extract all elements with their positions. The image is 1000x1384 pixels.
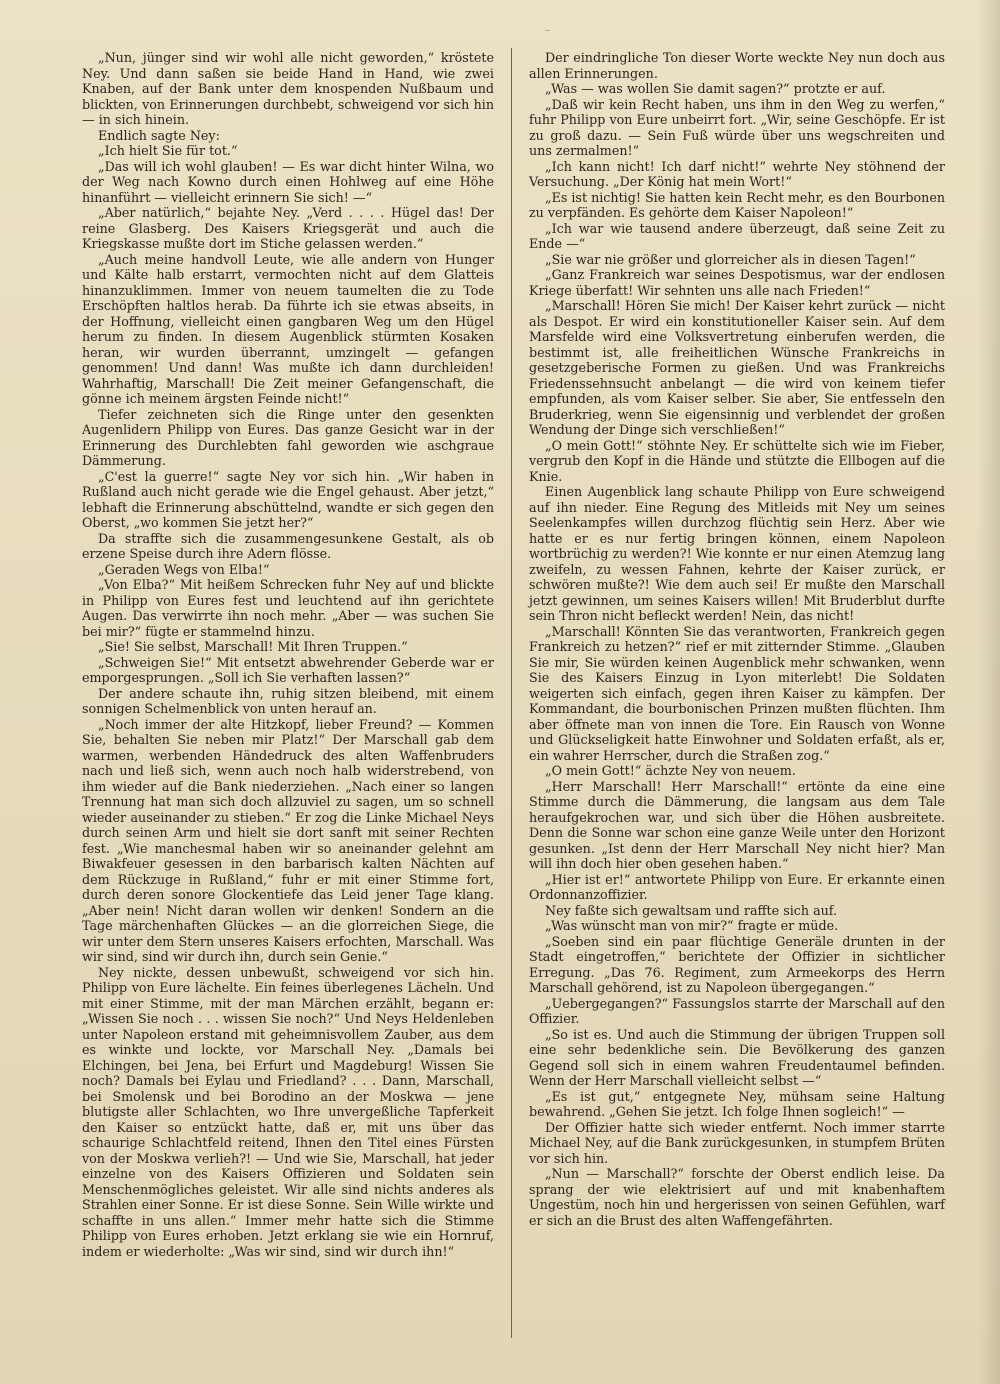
paragraph: Tiefer zeichneten sich die Ringe unter den gesenkten Augenlidern Philipp von Eures. Das ganze Gesicht war in der Erinnerung des Durchlebten fahl geworden wie aschgraue Dämmerung.	[82, 406, 494, 468]
column-divider	[511, 48, 512, 1338]
paragraph: „Noch immer der alte Hitzkopf, lieber Freund? — Kommen Sie, behalten Sie neben mir Platz!“ Der Marschall gab dem warmen, werbenden Händedruck des alten Waffenbruders nach und ließ sich, wenn auch noch halb widerstrebend, von ihm wieder auf die Bank niederziehen. „Nach einer so langen Trennung hat man sich doch allzuviel zu sagen, um so schnell wieder auseinander zu stieben.“ Er zog die Linke Michael Neys durch seinen Arm und hielt sie dort sanft mit seiner Rechten fest. „Wie manchesmal haben wir so aneinander gelehnt am Biwakfeuer gesessen in den barbarisch kalten Nächten auf dem Rückzuge in Rußland,“ fuhr er mit einer Stimme fort, durch deren sonore Glockentiefe das Leid jener Tage klang. „Aber nein! Nicht daran wollen wir denken! Sondern an die Tage märchenhaften Glückes — an die glorreichen Siege, die wir unter dem Stern unseres Kaisers erfochten, Marschall. Was wir sind, sind wir durch ihn, durch sein Genie.“	[82, 716, 494, 964]
paragraph: „Uebergegangen?“ Fassungslos starrte der Marschall auf den Offizier.	[529, 995, 945, 1026]
paragraph: Der andere schaute ihn, ruhig sitzen bleibend, mit einem sonnigen Schelmenblick von unten herauf an.	[82, 685, 494, 716]
paragraph: „Es ist gut,“ entgegnete Ney, mühsam seine Haltung bewahrend. „Gehen Sie jetzt. Ich folge Ihnen sogleich!“ —	[529, 1088, 945, 1119]
paragraph: „Ich war wie tausend andere überzeugt, daß seine Zeit zu Ende —“	[529, 220, 945, 251]
paragraph: „Was wünscht man von mir?“ fragte er müde.	[545, 918, 839, 933]
paragraph: „Nun — Marschall?“ forschte der Oberst endlich leise. Da sprang der wie elektrisiert auf und mit knabenhaftem Ungestüm, noch hin und hergerissen von seinen Gefühlen, warf er sich an die Brust des alten Waffengefährten.	[529, 1166, 945, 1228]
paragraph: „Von Elba?“ Mit heißem Schrecken fuhr Ney auf und blickte in Philipp von Eures fest und leuchtend auf ihn gerichtete Augen. Das verwirrte ihn noch mehr. „Aber — was suchen Sie bei mir?“ fügte er stammelnd hinzu.	[82, 577, 494, 639]
paragraph: Der Offizier hatte sich wieder entfernt. Noch immer starrte Michael Ney, auf die Bank zurückgesunken, in stumpfem Brüten vor sich hin.	[529, 1119, 945, 1166]
paragraph: „Ich kann nicht! Ich darf nicht!“ wehrte Ney stöhnend der Versuchung. „Der König hat mein Wort!“	[529, 158, 945, 189]
paragraph: „Daß wir kein Recht haben, uns ihm in den Weg zu werfen,“ fuhr Philipp von Eure unbeirrt fort. „Wir, seine Geschöpfe. Er ist zu groß dazu. — Sein Fuß würde über uns wegschreiten und uns zermalmen!“	[529, 96, 945, 158]
paragraph: „Nun, jünger sind wir wohl alle nicht geworden,“ kröstete Ney. Und dann saßen sie beide Hand in Hand, wie zwei Knaben, auf der Bank unter dem knospenden Nußbaum und blickten, von Erinnerungen durchbebt, schweigend vor sich hin — in sich hinein.	[82, 50, 494, 127]
paragraph: „O mein Gott!“ ächzte Ney von neuem.	[545, 763, 796, 778]
page-edge-shadow	[978, 0, 1000, 1384]
paragraph: „Soeben sind ein paar flüchtige Generäle drunten in der Stadt eingetroffen,“ berichtete der Offizier in sichtlicher Erregung. „Das 76. Regiment, zum Armeekorps des Herrn Marschall gehörend, ist zu Napoleon übergegangen.“	[529, 933, 945, 995]
paragraph: „Marschall! Hören Sie mich! Der Kaiser kehrt zurück — nicht als Despot. Er wird ein konstitutioneller Kaiser sein. Auf dem Marsfelde wird eine Volksvertretung einberufen werden, die bestimmt ist, alle freiheitlichen Wünsche Frankreichs in gesetzgeberische Formen zu gießen. Und was Frankreichs Friedenssehnsucht anbelangt — die wird von keinem tiefer empfunden, als vom Kaiser selber. Sie aber, Sie entfesseln den Bruderkrieg, wenn Sie eigensinnig und verblendet der großen Wendung der Dinge sich verschließen!“	[529, 298, 945, 437]
paragraph: Ney faßte sich gewaltsam und raffte sich auf.	[545, 902, 838, 918]
paragraph: „Herr Marschall! Herr Marschall!“ ertönte da eine eine Stimme durch die Dämmerung, die langsam aus dem Tale heraufgekrochen war, und sich über die Höhen ausbreitete. Denn die Sonne war schon eine ganze Weile unter den Horizont gesunken. „Ist denn der Herr Marschall Ney nicht hier? Man will ihn doch hier oben gesehen haben.“	[529, 778, 945, 871]
paragraph: „Geraden Wegs von Elba!“	[98, 561, 270, 577]
paragraph: „Hier ist er!“ antwortete Philipp von Eure. Er erkannte einen Ordonnanzoffizier.	[529, 871, 945, 902]
paragraph: Endlich sagte Ney:	[98, 127, 220, 143]
paragraph: „Sie war nie größer und glorreicher als in diesen Tagen!“	[545, 251, 916, 267]
paragraph: Da straffte sich die zusammengesunkene Gestalt, als ob erzene Speise durch ihre Adern flösse.	[82, 530, 494, 561]
paragraph: „Ganz Frankreich war seines Despotismus, war der endlosen Kriege überfatt! Wir sehnten uns alle nach Frieden!“	[529, 267, 945, 298]
paragraph: „So ist es. Und auch die Stimmung der übrigen Truppen soll eine sehr bedenkliche sein. Die Bevölkerung des ganzen Gegend soll sich in einem wahren Freudentaumel befinden. Wenn der Herr Marschall vielleicht selbst —“	[529, 1026, 945, 1088]
paragraph: „Auch meine handvoll Leute, wie alle andern von Hunger und Kälte halb erstarrt, vermochten nicht auf dem Glatteis hinanzuklimmen. Immer von neuem taumelten die zu Tode Erschöpften haltlos herab. Da führte ich sie etwas abseits, in der Hoffnung, vielleicht einen gangbaren Weg um den Hügel herum zu finden. In diesem Augenblick stürmten Kosaken heran, wir wurden überrannt, umzingelt — gefangen genommen! Und dann! Was mußte ich dann durchleiden! Wahrhaftig, Marschall! Die Zeit meiner Gefangenschaft, die gönne ich meinem ärgsten Feinde nicht!“	[82, 251, 494, 406]
right-text-column	[529, 50, 945, 1228]
paragraph: „C'est la guerre!“ sagte Ney vor sich hin. „Wir haben in Rußland auch nicht gerade wie die Engel gehaust. Aber jetzt,“ lebhaft die Erinnerung abschüttelnd, wandte er sich gegen den Oberst, „wo kommen Sie jetzt her?“	[82, 468, 494, 530]
paragraph: „Das will ich wohl glauben! — Es war dicht hinter Wilna, wo der Weg nach Kowno durch einen Hohlweg auf eine Höhe hinanführt — vielleicht erinnern Sie sich! —“	[82, 158, 494, 205]
paragraph: Der eindringliche Ton dieser Worte weckte Ney nun doch aus allen Erinnerungen.	[529, 50, 945, 81]
paragraph: Einen Augenblick lang schaute Philipp von Eure schweigend auf ihn nieder. Eine Regung des Mitleids mit Ney um seines Seelenkampfes willen durchzog flüchtig sein Herz. Aber wie hatte er es nur fertig bringen können, einem Napoleon wortbrüchig zu werden?! Wie konnte er nur einen Atemzug lang zweifeln, zu wessen Fahnen, kehrte der Kaiser zurück, er schwören mußte?! Wie dem auch sei! Er mußte den Marschall jetzt gewinnen, um seines Kaisers willen! Mit Bruderblut durfte sein Thron nicht befleckt werden! Nein, das nicht!	[529, 484, 945, 623]
paragraph: „Sie! Sie selbst, Marschall! Mit Ihren Truppen.“	[98, 639, 408, 654]
paragraph: „Aber natürlich,“ bejahte Ney. „Verd . . . . Hügel das! Der reine Glasberg. Des Kaisers Kriegsgerät und auch die Kriegskasse mußte dort im Stiche gelassen werden.“	[82, 205, 494, 251]
paragraph: „Ich hielt Sie für tot.“	[98, 143, 238, 158]
paragraph: „Was — was wollen Sie damit sagen?“ protzte er auf.	[545, 81, 886, 96]
paragraph: Ney nickte, dessen unbewußt, schweigend vor sich hin. Philipp von Eure lächelte. Ein feines überlegenes Lächeln. Und mit einer Stimme, mit der man Märchen erzählt, begann er: „Wissen Sie noch . . . wissen Sie noch?“ Und Neys Heldenleben unter Napoleon erstand mit geheimnisvollem Zauber, aus dem es winkte und lockte, vor Marschall Ney. „Damals bei Elchingen, bei Jena, bei Erfurt und Magdeburg! Wissen Sie noch? Damals bei Eylau und Friedland? . . . Dann, Marschall, bei Smolensk und bei Borodino an der Moskwa — jene blutigste aller Schlachten, wo Ihre unvergeßliche Tapferkeit den Kaiser so entzückt hatte, daß er, mit uns über das schaurige Schlachtfeld reitend, Ihnen den Titel eines Fürsten von der Moskwa verlieh?! — Und wie Sie, Marschall, hat jeder einzelne von des Kaisers Offizieren und Soldaten sein Menschenmögliches geleistet. Wir alle sind nichts anderes als Strahlen einer Sonne. Er ist diese Sonne. Sein Wille wirkte und schaffte in uns allen.“ Immer mehr hatte sich die Stimme Philipp von Eures erhoben. Jetzt erklang sie wie ein Hornruf, indem er wiederholte: „Was wir sind, sind wir durch ihn!“	[82, 964, 494, 1259]
paragraph: „Schweigen Sie!“ Mit entsetzt abwehrender Geberde war er emporgesprungen. „Soll ich Sie verhaften lassen?“	[82, 654, 494, 685]
paragraph: „Es ist nichtig! Sie hatten kein Recht mehr, es den Bourbonen zu verpfänden. Es gehörte dem Kaiser Napoleon!“	[529, 189, 946, 220]
fold-mark: ‾	[545, 30, 550, 41]
paragraph: „Marschall! Könnten Sie das verantworten, Frankreich gegen Frankreich zu hetzen?“ rief er mit zitternder Stimme. „Glauben Sie mir, Sie würden keinen Augenblick mehr schwanken, wenn Sie des Kaisers Einzug in Lyon miterlebt! Die Soldaten weigerten sich einfach, gegen ihren Kaiser zu kämpfen. Der Kommandant, die bourbonischen Prinzen mußten flüchten. Ihm aber öffnete man von innen die Tore. Ein Rausch von Wonne und Glückseligkeit hatte Einwohner und Soldaten erfaßt, als er, ein wahrer Herrscher, durch die Straßen zog.“	[529, 623, 945, 763]
paragraph: „O mein Gott!“ stöhnte Ney. Er schüttelte sich wie im Fieber, vergrub den Kopf in die Hände und stützte die Ellbogen auf die Knie.	[529, 437, 945, 484]
left-text-column	[82, 50, 494, 1259]
